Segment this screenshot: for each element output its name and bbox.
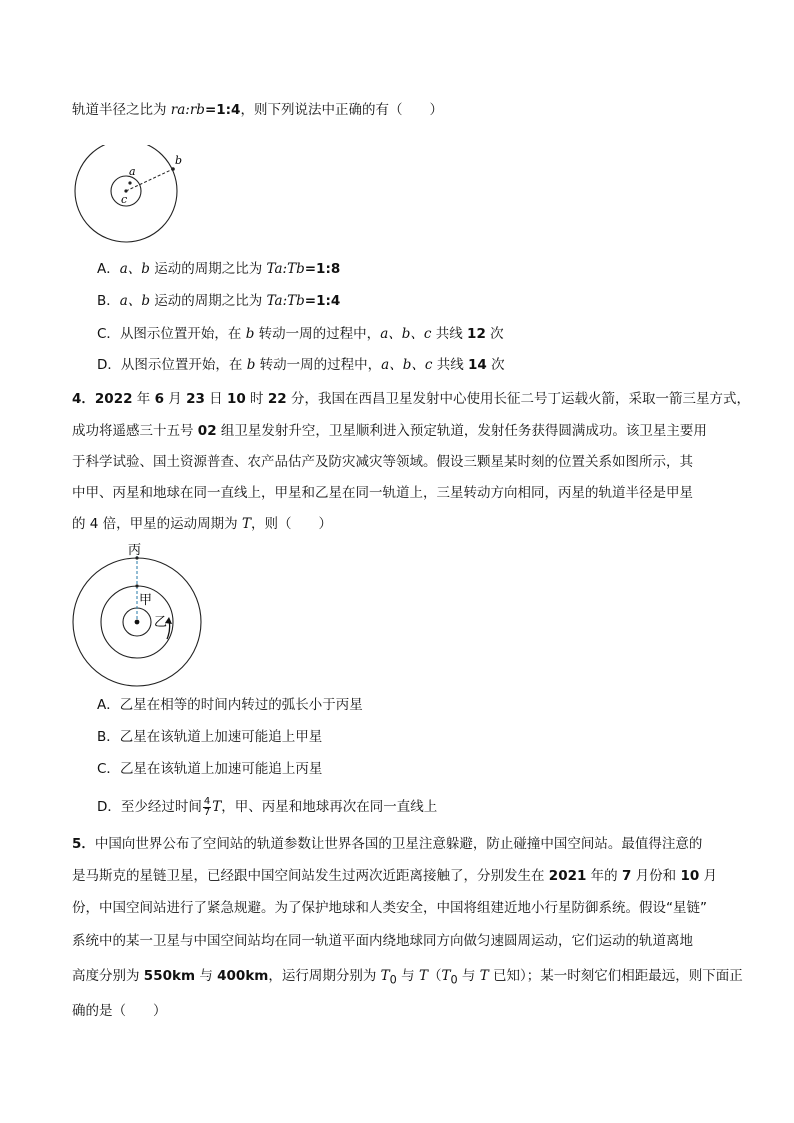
q4-option-b[interactable]: B．乙星在该轨道上加速可能追上甲星 xyxy=(97,729,323,745)
q5-stem-line-3: 份，中国空间站进行了紧急规避。为了保护地球和人类安全，中国将组建近地小行星防御系统。假设“星链” xyxy=(72,900,707,916)
ratio-value: =1:4 xyxy=(204,102,241,118)
q3-option-a[interactable]: A．a、b 运动的周期之比为 Ta:Tb=1:8 xyxy=(97,261,341,277)
label-b: b xyxy=(175,154,183,167)
q5-stem-line-5: 高度分别为 550km 与 400km，运行周期分别为 $T_0$ 与 $T(T_0$ 与 T 已知）；某一时刻它们相距最远，则下面正 xyxy=(72,968,743,987)
q3-option-c[interactable]: C．从图示位置开始，在 b 转动一周的过程中，a、b、c 共线 12 次 xyxy=(97,326,504,342)
satellite-a xyxy=(128,181,131,184)
q3-stem: 轨道半径之比为 ra:rb=1:4，则下列说法中正确的有（ ） xyxy=(72,102,443,118)
ratio-variable: ra:rb xyxy=(170,102,205,118)
q4-option-c[interactable]: C．乙星在该轨道上加速可能追上丙星 xyxy=(97,761,323,777)
q3-option-b[interactable]: B．a、b 运动的周期之比为 Ta:Tb=1:4 xyxy=(97,293,341,309)
q3-orbit-figure xyxy=(70,145,190,245)
q4-stem-line-5: 的 4 倍，甲星的运动周期为 T，则（ ） xyxy=(72,516,332,532)
q4-stem-line-1: 4．2022 年 6 月 23 日 10 时 22 分，我国在西昌卫星发射中心使用长征二号丁运载火箭，采取一箭三星方式， xyxy=(72,391,750,407)
q5-stem-line-6: 确的是（ ） xyxy=(72,1003,167,1019)
satellite-b xyxy=(171,167,175,171)
q3-option-d[interactable]: D．从图示位置开始，在 b 转动一周的过程中，a、b、c 共线 14 次 xyxy=(97,357,505,373)
q5-number: 5． xyxy=(72,836,95,852)
fraction: $\frac{4}{7}$ xyxy=(203,795,211,818)
q4-stem-line-2: 成功将遥感三十五号 02 组卫星发射升空，卫星顺利进入预定轨道，发射任务获得圆满成功。该卫星主要用 xyxy=(72,423,707,439)
satellite-jia xyxy=(135,584,138,587)
q4-number: 4． xyxy=(72,391,95,407)
q4-option-a[interactable]: A．乙星在相等的时间内转过的弧长小于丙星 xyxy=(97,697,363,713)
label-jia: 甲 xyxy=(139,593,153,608)
label-bing: 丙 xyxy=(128,543,142,558)
q4-option-d[interactable]: D．至少经过时间 $\frac{4}{7}$ T，甲、丙星和地球再次在同一直线上 xyxy=(97,795,438,818)
label-c: c xyxy=(121,193,128,206)
q4-orbit-figure xyxy=(70,540,210,690)
q5-stem-line-1: 5．中国向世界公布了空间站的轨道参数让世界各国的卫星注意躲避，防止碰撞中国空间站。最值得注意的 xyxy=(72,836,703,852)
earth-center xyxy=(135,620,140,625)
label-yi: 乙 xyxy=(154,615,168,630)
q4-stem-line-4: 中甲、丙星和地球在同一直线上，甲星和乙星在同一轨道上，三星转动方向相同，丙星的轨道半径是甲星 xyxy=(72,485,693,501)
q4-stem-line-3: 于科学试验、国土资源普查、农产品估产及防灾减灾等领域。假设三颗星某时刻的位置关系如图所示，其 xyxy=(72,454,693,470)
q5-stem-line-2: 是马斯克的星链卫星，已经跟中国空间站发生过两次近距离接触了，分别发生在 2021 年的 7 月份和 10 月 xyxy=(72,868,718,884)
label-a: a xyxy=(129,165,136,178)
q5-stem-line-4: 系统中的某一卫星与中国空间站均在同一轨道平面内绕地球同方向做匀速圆周运动，它们运动的轨道离地 xyxy=(72,933,693,949)
